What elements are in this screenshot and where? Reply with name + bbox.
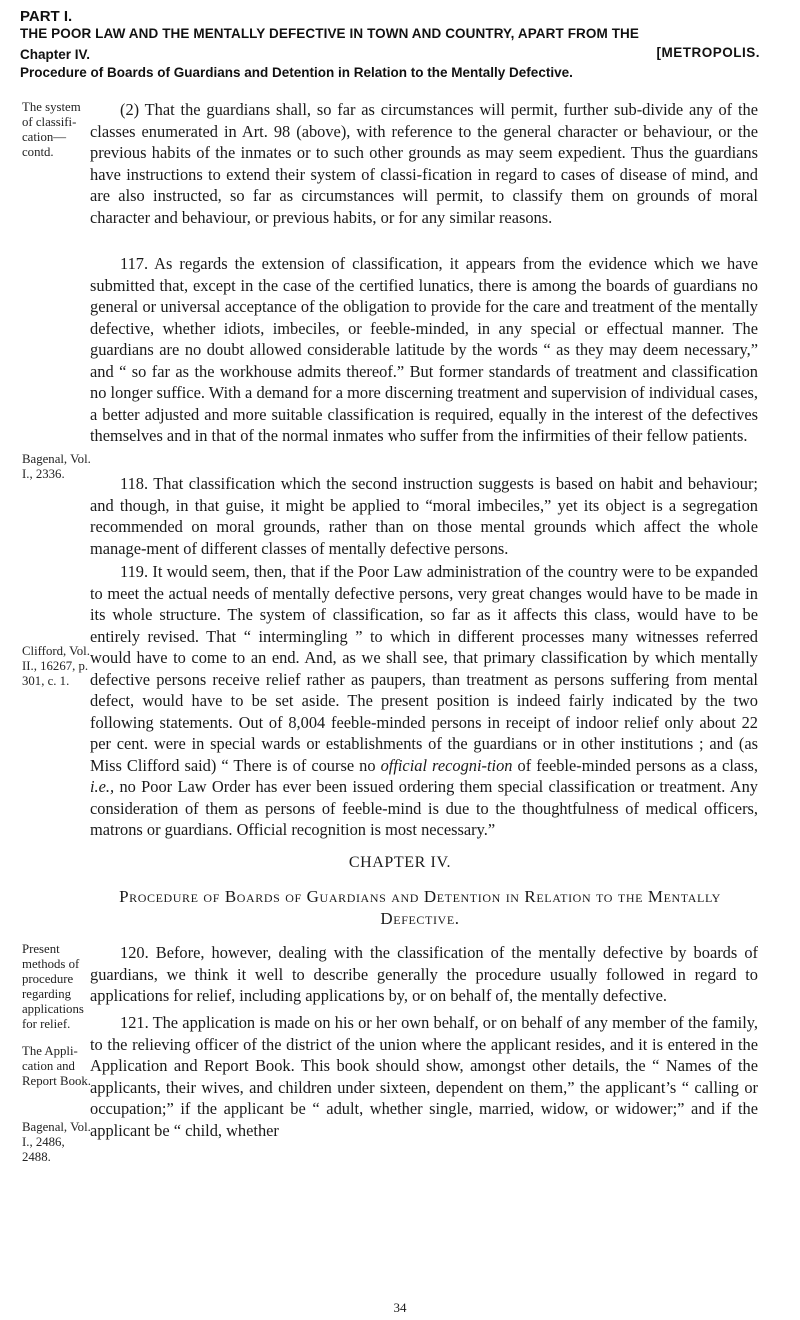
- margin-note-application-report: The Appli-cation and Report Book.: [22, 1044, 91, 1088]
- page-number: 34: [393, 1300, 407, 1315]
- chapter-heading: CHAPTER IV.: [348, 854, 452, 871]
- paragraph-119: 119. It would seem, then, that if the Poor Law administration of the country were to be expanded to meet the actual needs of mentally defective persons, very great changes would have to be made in its whole structure. The system of classification, so far as it affects this class, would have to be entirely revised. That “ intermingling ” to which in different processes many witnesses referred would have to come to an end. And, as we shall see, that primary classification by which mentally defective persons receive relief rather as paupers, than treatment as persons suffering from mental defect, would have to be set aside. The present position is indeed fairly indicated by the two following statements. Out of 8,004 feeble-minded persons in receipt of indoor relief only about 22 per cent. were in special wards or establishments of the guardians or in other institutions ; and (as Miss Clifford said) “ There is of course no official recogni-tion of feeble-minded persons as a class, i.e., no Poor Law Order has ever been issued ordering them special classification or treatment. Any consideration of them as persons of feeble-mind is due to the thoughtfulness of medical officers, matrons or guardians. Official recognition is most necessary.”: [90, 562, 759, 839]
- running-header-metropolis: [METROPOLIS.: [656, 45, 760, 60]
- paragraph-118: 118. That classification which the second instruction suggests is based on habit and behaviour; and though, in that guise, it might be applied to “moral imbeciles,” yet its object is a segregation recommended on moral grounds, rather than on those mental grounds which affect the whole manage-ment of different classes of mentally defective persons.: [90, 474, 758, 558]
- margin-note-system-classification: The system of classifi-cation—contd.: [22, 100, 81, 159]
- running-header-chapter: Chapter IV.: [20, 47, 91, 62]
- paragraph-117: 117. As regards the extension of classification, it appears from the evidence which we have submitted that, except in the case of the certified lunatics, there is among the boards of guardians no general or universal acceptance of the obligation to provide for the care and treatment of the mentally defective, whether idiots, imbeciles, or feeble-minded, in any special or effectual manner. The guardians are no doubt allowed considerable latitude by the words “ as they may deem necessary,” and “ so far as the workhouse admits thereof.” But former standards of treatment and classification no longer suffice. With a demand for a more discerning treatment and supervision of individual cases, a better adjusted and more suitable classification is required, equally in the interest of the defectives themselves and in that of the normal inmates who suffer from the infirmities of their fellow patients.: [90, 254, 758, 445]
- margin-note-bagenal-2: Bagenal, Vol. I., 2486, 2488.: [22, 1120, 91, 1164]
- margin-note-bagenal-1: Bagenal, Vol. I., 2336.: [22, 452, 91, 481]
- running-header-subtitle: Procedure of Boards of Guardians and Detention in Relation to the Mentally Defective.: [20, 65, 573, 80]
- margin-note-clifford: Clifford, Vol. II., 16267, p. 301, c. 1.: [22, 644, 90, 688]
- margin-note-present-methods: Present methods of procedure regarding applications for relief.: [22, 942, 84, 1031]
- running-header-part: PART I.: [20, 8, 73, 25]
- running-header-title: THE POOR LAW AND THE MENTALLY DEFECTIVE IN TOWN AND COUNTRY, APART FROM THE: [20, 26, 640, 41]
- paragraph-2: (2) That the guardians shall, so far as circumstances will permit, further sub-divide any of the classes enumerated in Art. 98 (above), with reference to the general character or behaviour, or the previous habits of the inmates or to such other grounds as may seem expedient. Thus the guardians have instructions to extend their system of classi-fication in regard to cases of disease of mind, and are also instructed, so far as circumstances will permit, to classify them on grounds of moral character and behaviour, or previous habits, or for any similar reasons.: [90, 100, 758, 227]
- chapter-subheading: Procedure of Boards of Guardians and Detention in Relation to the Mentally Defective.: [119, 887, 721, 928]
- paragraph-120: 120. Before, however, dealing with the classification of the mentally defective by boards of guardians, we think it well to describe generally the procedure usually followed in regard to applications for relief, including applications by, or on behalf of, the mentally defective.: [90, 943, 758, 1005]
- paragraph-121: 121. The application is made on his or her own behalf, or on behalf of any member of the family, to the relieving officer of the district of the union where the applicant resides, and it is entered in the Application and Report Book. This book should show, amongst other details, the “ Names of the applicants, their wives, and children under sixteen, dependent on them,” the applicant’s “ calling or occupation;” if the applicant be “ adult, whether single, married, widow, or widower;” and if the applicant be “ child, whether: [90, 1013, 758, 1140]
